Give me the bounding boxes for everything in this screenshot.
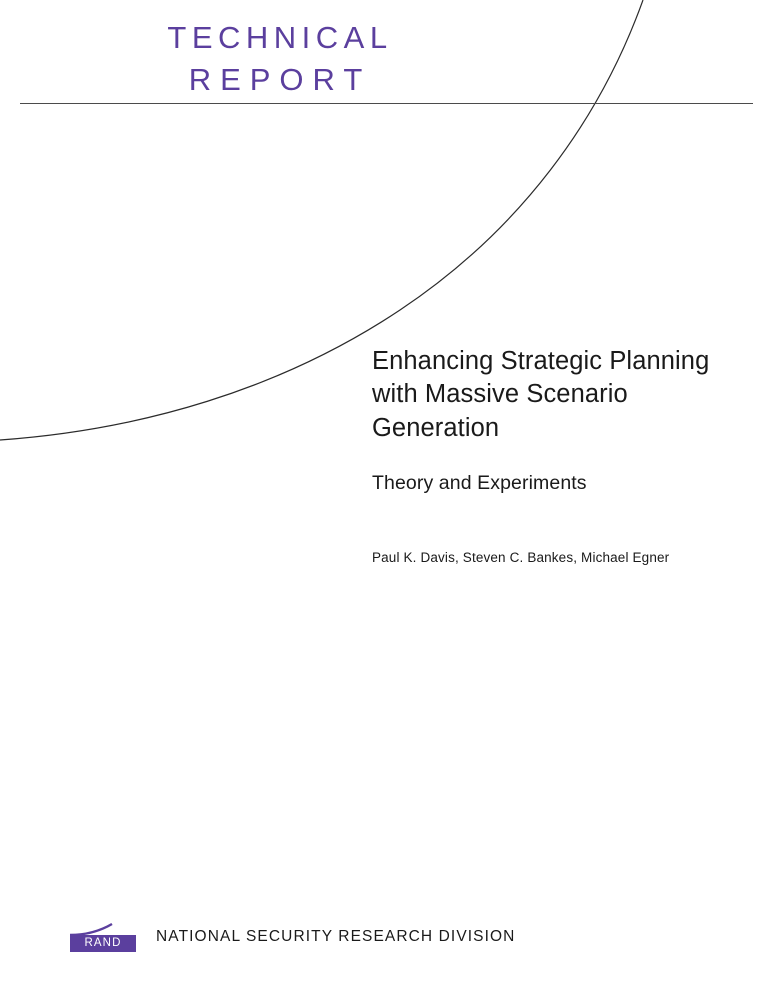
series-label-line2: REPORT — [188, 61, 372, 97]
rand-wordmark: RAND — [70, 935, 136, 952]
header-divider — [20, 103, 753, 104]
rand-swoosh-icon — [70, 922, 136, 936]
author-list: Paul K. Davis, Steven C. Bankes, Michael Egner — [372, 549, 670, 565]
page-title: Enhancing Strategic Planning with Massive Scenario Generation — [372, 347, 710, 442]
series-label-line1: TECHNICAL — [167, 20, 393, 55]
title-block — [372, 345, 742, 567]
division-label: NATIONAL SECURITY RESEARCH DIVISION — [156, 928, 516, 945]
rand-logo — [70, 922, 136, 952]
series-label — [0, 18, 560, 99]
footer — [70, 922, 515, 952]
page-subtitle: Theory and Experiments — [372, 472, 587, 495]
